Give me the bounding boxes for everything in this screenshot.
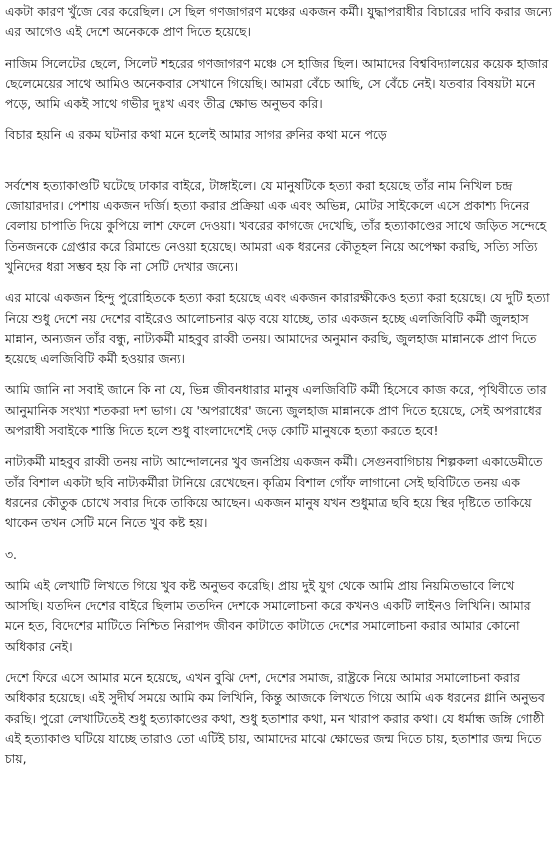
paragraph: দেশে ফিরে এসে আমার মনে হয়েছে, এখন বুঝি দেশ, দেশের সমাজ, রাষ্ট্রকে নিয়ে আমার সমালোচনা করার অধিকার হয়েছে। এই সুদীর্ঘ সময়ে আমি কম লিখিনি, কিন্তু আজকে লিখতে গিয়ে আমি এক ধরনের গ্লানি অনুভব করছি। পুরো লেখাটিতেই শুধু হত্যাকাণ্ডের কথা, শুধু হতাশার কথা, মন খারাপ করার কথা। যে ধর্মান্ধ জঙ্গি গোষ্ঠী এই হত্যাকাণ্ড ঘটিয়ে যাচ্ছে তারাও তো এটিই চায়, আমাদের মাঝে ক্ষোভের জন্ম দিতে চায়, হতাশার জন্ম দিতে চায়, — [5, 670, 545, 767]
paragraph: নাট্যকর্মী মাহবুব রাব্বী তনয় নাট্য আন্দোলনের খুব জনপ্রিয় একজন কর্মী। সেগুনবাগিচায় শিল্পকলা একাডেমীতে তাঁর বিশাল একটা ছবি নাট্যকর্মীরা টানিয়ে রেখেছেন। কৃত্রিম বিশাল গোঁফ লাগানো সেই ছবিটিতে তনয় এক ধরনের কৌতুক চোখে সবার দিকে তাকিয়ে আছেন। একজন মানুষ যখন শুধুমাত্র ছবি হয়ে স্থির দৃষ্টিতে তাকিয়ে থাকেন তখন সেটি মনে নিতে খুব কষ্ট হয়। — [5, 454, 543, 531]
paragraph: নাজিম সিলেটের ছেলে, সিলেট শহরের গণজাগরণ মঞ্চে সে হাজির ছিল। আমাদের বিশ্ববিদ্যালয়ের কয়েক হাজার ছেলেমেয়ের সাথে আমিও অনেকবার সেখানে গিয়েছি। আমরা বেঁচে আছি, সে বেঁচে নেই। যতবার বিষয়টা মনে পড়ে, আমি একই সাথে গভীর দুঃখ এবং তীব্র ক্ষোভ অনুভব করি। — [5, 55, 549, 112]
paragraph: আমি জানি না সবাই জানে কি না যে, ভিন্ন জীবনধারার মানুষ এলজিবিটি কর্মী হিসেবে কাজ করে, পৃথিবীতে তার আনুমানিক সংখ্যা শতকরা দশ ভাগ। যে 'অপরাধের' জন্যে জুলহাজ মান্নানকে প্রাণ দিতে হয়েছে, সেই অপরাধের অপরাধী সবাইকে শাস্তি দিতে হলে শুধু বাংলাদেশেই দেড় কোটি মানুষকে হত্যা করতে হবে! — [5, 382, 547, 439]
section-number: ৩. — [5, 546, 17, 562]
paragraph: এর মাঝে একজন হিন্দু পুরোহিতকে হত্যা করা হয়েছে এবং একজন কারারক্ষীকেও হত্যা করা হয়েছে। যে দুটি হত্যা নিয়ে শুধু দেশে নয় দেশের বাইরেও আলোচনার ঝড় বয়ে যাচ্ছে, তার একজন হচ্ছে এলজিবিটি কর্মী জুলহাস মান্নান, অন্যজন তাঁর বন্ধু, নাট্যকর্মী মাহবুব রাব্বী তনয়। আমাদের অনুমান করছি, জুলহাজ মান্নানকে প্রাণ দিতে হয়েছে এলজিবিটি কর্মী হওয়ার জন্য। — [5, 290, 550, 367]
paragraph: বিচার হয়নি এ রকম ঘটনার কথা মনে হলেই আমার সাগর রুনির কথা মনে পড়ে — [5, 127, 387, 143]
paragraph: একটা কারণ খুঁজে বের করেছিল। সে ছিল গণজাগরণ মঞ্চের একজন কর্মী। যুদ্ধাপরাধীর বিচারের দাবি করার জন্যে এর আগেও এই দেশে অনেককে প্রাণ দিতে হয়েছে। — [5, 4, 552, 40]
paragraph: আমি এই লেখাটি লিখতে গিয়ে খুব কষ্ট অনুভব করেছি। প্রায় দুই যুগ থেকে আমি প্রায় নিয়মিতভাবে লিখে আসছি। যতদিন দেশের বাইরে ছিলাম ততদিন দেশকে সমালোচনা করে কখনও একটি লাইনও লিখিনি। আমার মনে হত, বিদেশের মাটিতে নিশ্চিত নিরাপদ জীবন কাটাতে কাটাতে দেশের সমালোচনা করার আমার কোনো অধিকার নেই। — [5, 577, 531, 654]
paragraph: সর্বশেষ হত্যাকাণ্ডটি ঘটেছে ঢাকার বাইরে, টাঙ্গাইলে। যে মানুষটিকে হত্যা করা হয়েছে তাঁর নাম নিখিল চন্দ্র জোয়ারদার। পেশায় একজন দর্জি। হত্যা করার প্রক্রিয়া এক এবং অভিন্ন, মোটর সাইকেলে এসে প্রকাশ্য দিনের বেলায় চাপাতি দিয়ে কুপিয়ে লাশ ফেলে দেওয়া। খবরের কাগজে দেখেছি, তাঁর হত্যাকাণ্ডের সাথে জড়িত সন্দেহে তিনজনকে গ্রেপ্তার করে রিমান্ডে নেওয়া হয়েছে। আমরা এক ধরনের কৌতূহল নিয়ে অপেক্ষা করছি, সত্যি সত্যি খুনিদের ধরা সম্ভব হয় কি না সেটি দেখার জন্যে। — [5, 177, 547, 274]
